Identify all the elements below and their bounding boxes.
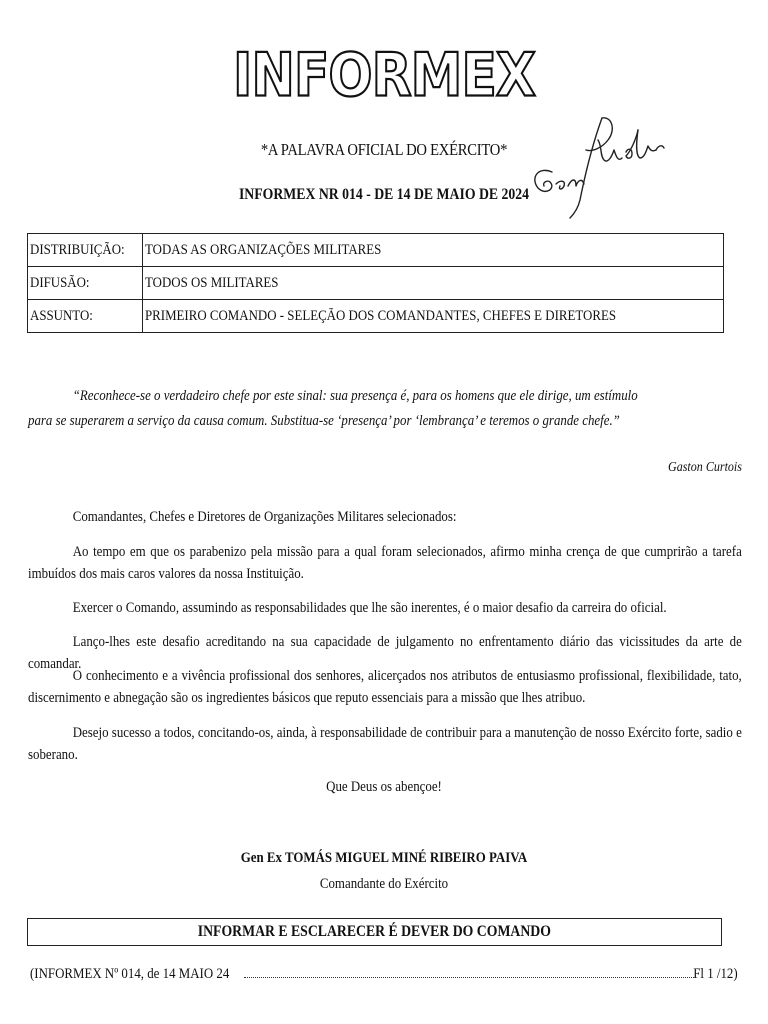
motto: *A PALAVRA OFICIAL DO EXÉRCITO* — [260, 140, 508, 159]
paragraph-4: O conhecimento e a vivência profissional dos senhores, alicerçados nos atributos de entusiasmo profissional, flexibilidade, tato, discernimento e abnegação são os ingredientes básicos que reputo essenciais para a missão que lhes atribuo. — [28, 668, 742, 706]
page-number: Fl 1 /12) — [693, 966, 738, 982]
signatory-name: Gen Ex TOMÁS MIGUEL MINÉ RIBEIRO PAIVA — [240, 850, 528, 866]
diffusion-value-cell — [143, 267, 724, 300]
diffusion-label: DIFUSÃO: — [30, 274, 90, 291]
page-footer — [30, 966, 738, 983]
distribution-value: TODAS AS ORGANIZAÇÕES MILITARES — [145, 241, 382, 258]
salutation: Comandantes, Chefes e Diretores de Organizações Militares selecionados: — [72, 509, 457, 525]
handwritten-signature — [520, 100, 670, 225]
logo-text: INFORMEX — [233, 41, 535, 111]
paragraph-2: Exercer o Comando, assumindo as responsabilidades que lhe são inerentes, é o maior desafio da carreira do oficial. — [72, 600, 667, 616]
document-number: INFORMEX NR 014 - DE 14 DE MAIO DE 2024 — [238, 186, 530, 203]
distribution-value-cell — [143, 234, 724, 267]
informex-logo — [233, 41, 535, 111]
table-row-subject — [28, 300, 724, 333]
quote-author: Gaston Curtois — [668, 460, 742, 475]
banner-text: INFORMAR E ESCLARECER É DEVER DO COMANDO — [197, 923, 552, 940]
diffusion-value: TODOS OS MILITARES — [145, 274, 279, 291]
paragraph-5: Desejo sucesso a todos, concitando-os, ainda, à responsabilidade de contribuir para a manutenção de nosso Exército forte, sadio e soberano. — [28, 725, 742, 763]
info-table — [27, 233, 724, 333]
paragraph-1: Ao tempo em que os parabenizo pela missão para a qual foram selecionados, afirmo minha crença de que cumprirão a tarefa imbuídos dos mais caros valores da nossa Instituição. — [28, 544, 742, 582]
footer-reference: (INFORMEX Nº 014, de 14 MAIO 24 — [30, 966, 230, 982]
subject-value: PRIMEIRO COMANDO - SELEÇÃO DOS COMANDANTES, CHEFES E DIRETORES — [145, 307, 617, 324]
subject-value-cell — [143, 300, 724, 333]
table-row-distribution — [28, 234, 724, 267]
subject-label: ASSUNTO: — [30, 307, 93, 324]
signatory-title: Comandante do Exército — [319, 876, 449, 892]
paragraph-3: Lanço-lhes este desafio acreditando na sua capacidade de julgamento no enfrentamento diário das vicissitudes da arte de comandar. — [28, 634, 742, 672]
motto-banner — [27, 918, 722, 946]
distribution-label: DISTRIBUIÇÃO: — [30, 241, 125, 258]
table-row-diffusion — [28, 267, 724, 300]
closing: Que Deus os abençoe! — [326, 779, 442, 795]
footer-dot-leader — [244, 976, 695, 978]
diffusion-label-cell — [28, 267, 143, 300]
quote-text: “Reconhece-se o verdadeiro chefe por este sinal: sua presença é, para os homens que ele dirige, um estímulo para se superarem a serviço da causa comum. Substitua-se ‘presença’ por ‘lembrança’ e teremos o grande chefe.” — [28, 388, 638, 429]
distribution-label-cell — [28, 234, 143, 267]
epigraph-quote — [28, 384, 664, 434]
subject-label-cell — [28, 300, 143, 333]
